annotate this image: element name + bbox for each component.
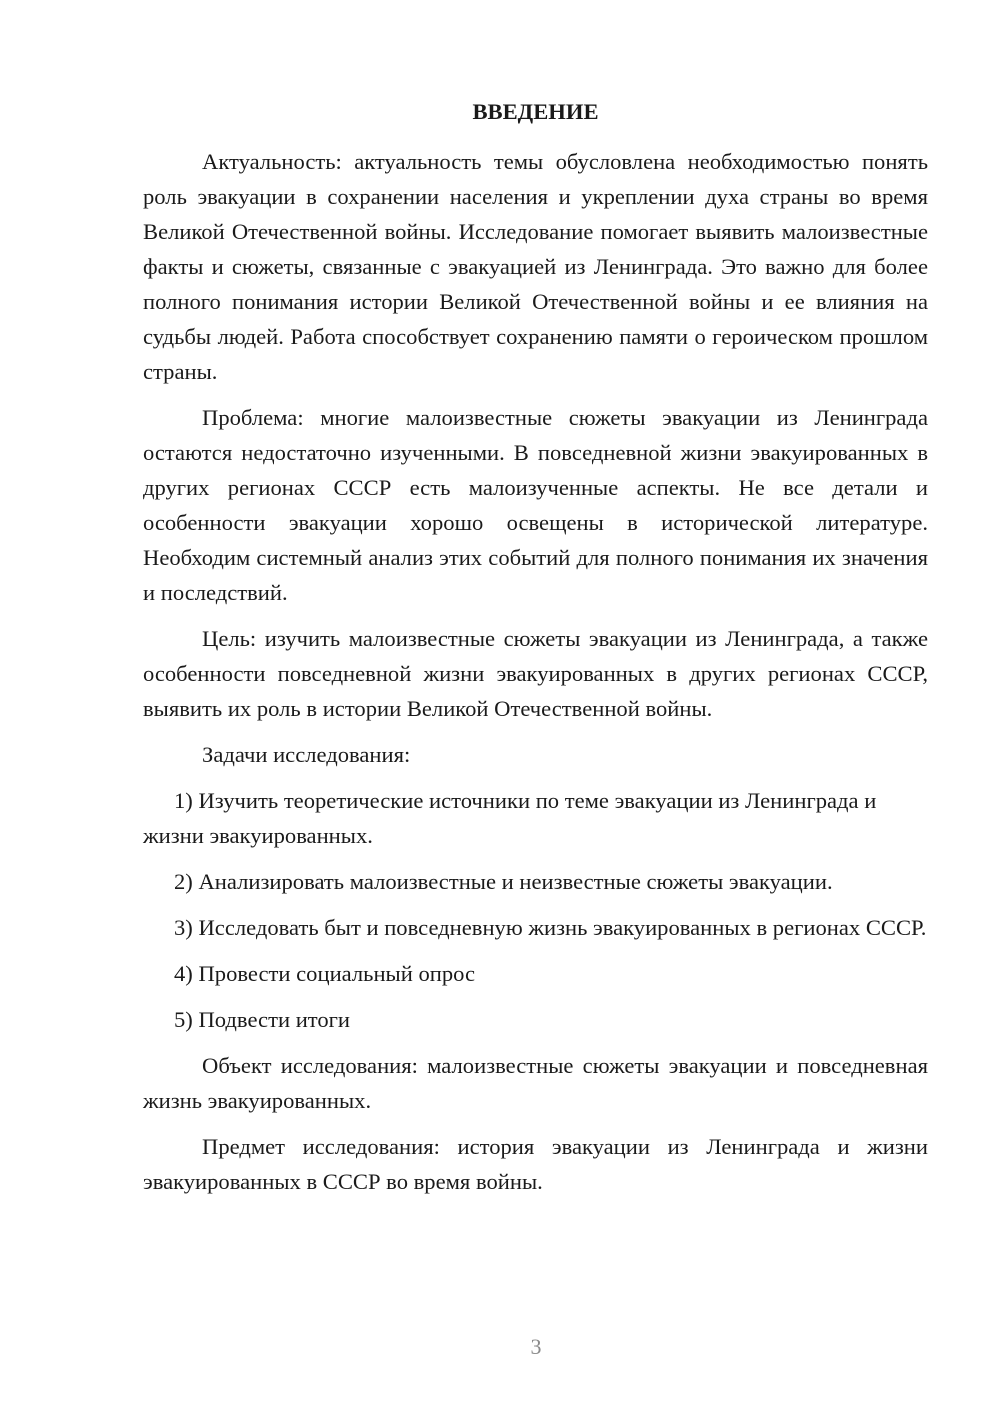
task-item-4: 4) Провести социальный опрос: [174, 961, 476, 986]
section-title: ВВЕДЕНИЕ: [472, 99, 599, 124]
task-item-2: 2) Анализировать малоизвестные и неизвестные сюжеты эвакуации.: [174, 869, 833, 894]
paragraph-tasks-heading: Задачи исследования:: [202, 742, 411, 767]
page-number: 3: [530, 1334, 542, 1359]
paragraph-relevance: Актуальность: актуальность темы обусловлена необходимостью понять роль эвакуации в сохранении населения и укреплении духа страны во время Великой Отечественной войны. Исследование помогает выявить малоизвестные факты и сюжеты, связанные с эвакуацией из Ленинграда. Это важно для более полного понимания истории Великой Отечественной войны и ее влияния на судьбы людей. Работа способствует сохранению памяти о героическом прошлом страны.: [143, 149, 928, 384]
paragraph-problem: Проблема: многие малоизвестные сюжеты эвакуации из Ленинграда остаются недостаточно изученными. В повседневной жизни эвакуированных в других регионах СССР есть малоизученные аспекты. Не все детали и особенности эвакуации хорошо освещены в исторической литературе. Необходим системный анализ этих событий для полного понимания их значения и последствий.: [143, 405, 928, 605]
task-item-1: 1) Изучить теоретические источники по теме эвакуации из Ленинграда и жизни эвакуированных.: [143, 788, 877, 848]
paragraph-goal: Цель: изучить малоизвестные сюжеты эвакуации из Ленинграда, а также особенности повседневной жизни эвакуированных в других регионах СССР, выявить их роль в истории Великой Отечественной войны.: [143, 626, 928, 721]
paragraph-object: Объект исследования: малоизвестные сюжеты эвакуации и повседневная жизнь эвакуированных.: [143, 1053, 928, 1113]
task-item-5: 5) Подвести итоги: [174, 1007, 351, 1032]
paragraph-subject: Предмет исследования: история эвакуации из Ленинграда и жизни эвакуированных в СССР во время войны.: [143, 1134, 928, 1194]
task-item-3: 3) Исследовать быт и повседневную жизнь эвакуированных в регионах СССР.: [174, 915, 927, 940]
document-page: [143, 94, 928, 1210]
